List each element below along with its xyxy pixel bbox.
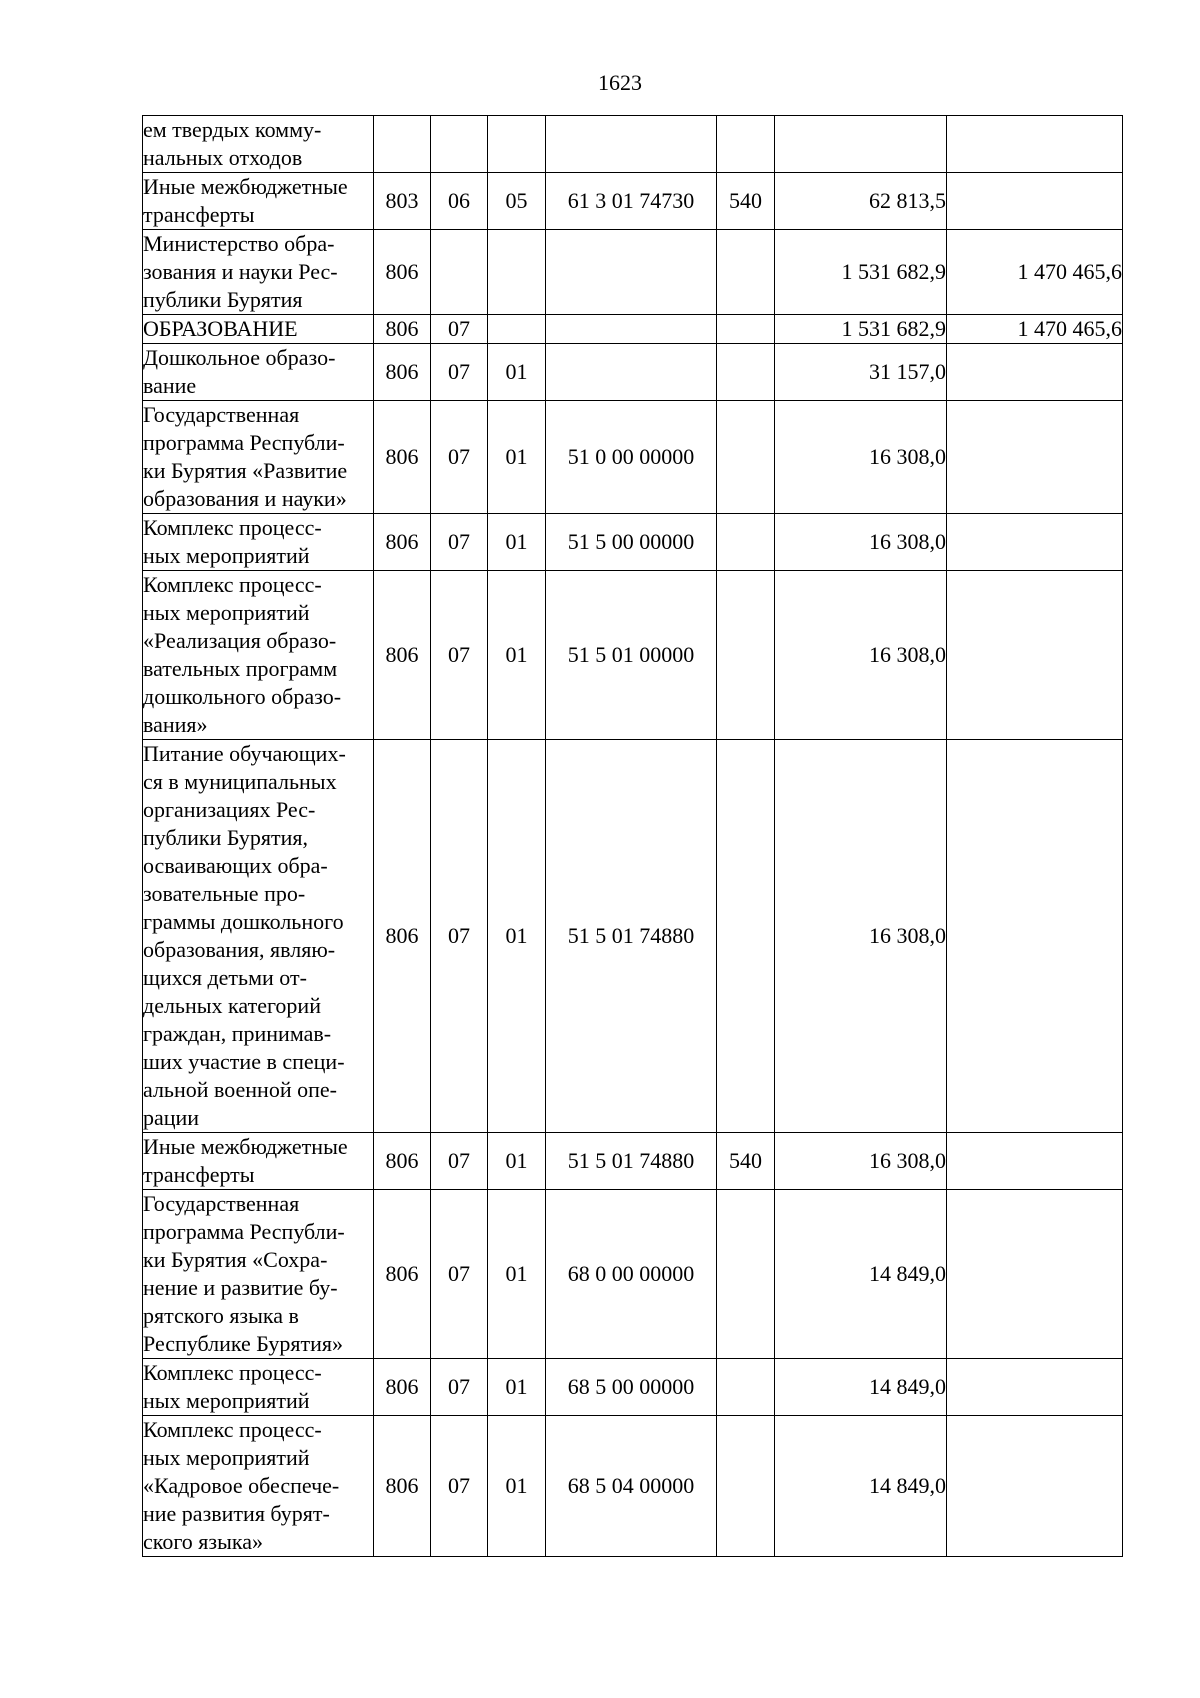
cell-sum-1: 16 308,0 [775, 1133, 947, 1190]
cell-razdel: 07 [431, 1359, 488, 1416]
cell-razdel: 07 [431, 344, 488, 401]
cell-name [143, 571, 374, 740]
cell-ved: 806 [374, 740, 431, 1133]
cell-name-line: Государственная [143, 1191, 300, 1216]
cell-name-line: организациях Рес- [143, 797, 316, 822]
cell-name-line: «Реализация образо- [143, 628, 337, 653]
cell-target-article: 51 5 01 74880 [546, 1133, 717, 1190]
cell-podrazdel: 01 [488, 1133, 546, 1190]
cell-sum-1: 14 849,0 [775, 1359, 947, 1416]
cell-ved: 806 [374, 571, 431, 740]
cell-name [143, 401, 374, 514]
cell-name-line: публики Бурятия [143, 287, 303, 312]
table-row [143, 1416, 1123, 1557]
cell-razdel: 07 [431, 740, 488, 1133]
cell-name-line: трансферты [143, 1162, 255, 1187]
table-row [143, 173, 1123, 230]
cell-name-line: ся в муниципальных [143, 769, 337, 794]
cell-sum-2 [947, 740, 1123, 1133]
cell-name-line: щихся детьми от- [143, 965, 307, 990]
cell-expense-type [717, 401, 775, 514]
cell-sum-2 [947, 571, 1123, 740]
cell-name-line: ных мероприятий [143, 600, 310, 625]
cell-sum-1: 62 813,5 [775, 173, 947, 230]
cell-podrazdel: 01 [488, 344, 546, 401]
cell-ved: 806 [374, 1359, 431, 1416]
cell-target-article [546, 315, 717, 344]
cell-sum-1: 1 531 682,9 [775, 230, 947, 315]
cell-target-article: 68 5 04 00000 [546, 1416, 717, 1557]
cell-razdel: 07 [431, 1190, 488, 1359]
cell-name-line: рации [143, 1105, 200, 1130]
cell-podrazdel [488, 230, 546, 315]
cell-sum-2 [947, 344, 1123, 401]
cell-name-line: Республике Бурятия» [143, 1331, 344, 1356]
cell-podrazdel: 01 [488, 1359, 546, 1416]
cell-target-article: 51 5 00 00000 [546, 514, 717, 571]
cell-name-line: трансферты [143, 202, 255, 227]
cell-name-line: Комплекс процесс- [143, 1417, 322, 1442]
table-row [143, 1190, 1123, 1359]
cell-expense-type [717, 116, 775, 173]
cell-podrazdel: 01 [488, 401, 546, 514]
cell-sum-1: 16 308,0 [775, 401, 947, 514]
cell-sum-1: 14 849,0 [775, 1416, 947, 1557]
cell-ved: 806 [374, 1190, 431, 1359]
cell-name [143, 116, 374, 173]
table-row [143, 740, 1123, 1133]
cell-name-line: ского языка» [143, 1529, 264, 1554]
table-row [143, 315, 1123, 344]
cell-target-article: 68 5 00 00000 [546, 1359, 717, 1416]
cell-name-line: зования и науки Рес- [143, 259, 338, 284]
cell-expense-type [717, 315, 775, 344]
cell-razdel [431, 230, 488, 315]
cell-name-line: Дошкольное образо- [143, 345, 336, 370]
cell-expense-type: 540 [717, 173, 775, 230]
cell-razdel: 07 [431, 315, 488, 344]
cell-target-article: 51 0 00 00000 [546, 401, 717, 514]
cell-sum-1: 1 531 682,9 [775, 315, 947, 344]
cell-target-article: 51 5 01 00000 [546, 571, 717, 740]
cell-expense-type: 540 [717, 1133, 775, 1190]
cell-ved: 806 [374, 1416, 431, 1557]
cell-expense-type [717, 230, 775, 315]
cell-name-line: Государственная [143, 402, 300, 427]
cell-name-line: публики Бурятия, [143, 825, 309, 850]
cell-sum-2: 1 470 465,6 [947, 315, 1123, 344]
cell-name [143, 344, 374, 401]
cell-name-line: программа Республи- [143, 430, 345, 455]
cell-name-line: ки Бурятия «Сохра- [143, 1247, 328, 1272]
cell-name-line: Комплекс процесс- [143, 1360, 322, 1385]
cell-expense-type [717, 1190, 775, 1359]
cell-name-line: вательных программ [143, 656, 338, 681]
cell-ved: 806 [374, 514, 431, 571]
cell-name-line: вание [143, 373, 197, 398]
cell-name [143, 1359, 374, 1416]
cell-podrazdel: 01 [488, 571, 546, 740]
cell-name-line: Питание обучающих- [143, 741, 346, 766]
cell-expense-type [717, 1416, 775, 1557]
cell-sum-1: 16 308,0 [775, 571, 947, 740]
cell-name-line: нальных отходов [143, 145, 303, 170]
cell-target-article [546, 344, 717, 401]
cell-name-line: Иные межбюджетные [143, 174, 348, 199]
cell-name-line: ем твердых комму- [143, 117, 322, 142]
cell-name-line: Комплекс процесс- [143, 515, 322, 540]
cell-expense-type [717, 514, 775, 571]
cell-ved: 806 [374, 315, 431, 344]
cell-razdel: 07 [431, 1133, 488, 1190]
cell-name-line: образования и науки» [143, 486, 347, 511]
cell-name-line: нение и развитие бу- [143, 1275, 338, 1300]
cell-razdel: 07 [431, 571, 488, 740]
cell-name [143, 740, 374, 1133]
cell-name-line: ки Бурятия «Развитие [143, 458, 348, 483]
cell-name [143, 315, 374, 344]
cell-expense-type [717, 740, 775, 1133]
cell-razdel: 07 [431, 401, 488, 514]
cell-target-article: 68 0 00 00000 [546, 1190, 717, 1359]
cell-name-line: ОБРАЗОВАНИЕ [143, 316, 298, 341]
cell-name-line: ных мероприятий [143, 1445, 310, 1470]
cell-name-line: «Кадровое обеспече- [143, 1473, 340, 1498]
cell-ved: 806 [374, 230, 431, 315]
cell-razdel: 07 [431, 1416, 488, 1557]
cell-name-line: Комплекс процесс- [143, 572, 322, 597]
cell-name-line: образования, являю- [143, 937, 336, 962]
budget-table [142, 115, 1123, 1557]
cell-podrazdel: 01 [488, 1190, 546, 1359]
cell-sum-2 [947, 173, 1123, 230]
cell-sum-2: 1 470 465,6 [947, 230, 1123, 315]
cell-name-line: ших участие в специ- [143, 1049, 345, 1074]
cell-name [143, 1133, 374, 1190]
cell-podrazdel: 05 [488, 173, 546, 230]
cell-name-line: граждан, принимав- [143, 1021, 332, 1046]
cell-ved: 806 [374, 1133, 431, 1190]
cell-name [143, 1416, 374, 1557]
cell-razdel: 06 [431, 173, 488, 230]
cell-ved [374, 116, 431, 173]
cell-name [143, 230, 374, 315]
table-row [143, 116, 1123, 173]
cell-expense-type [717, 1359, 775, 1416]
cell-podrazdel: 01 [488, 740, 546, 1133]
cell-ved: 806 [374, 344, 431, 401]
cell-podrazdel: 01 [488, 514, 546, 571]
cell-name-line: дельных категорий [143, 993, 321, 1018]
cell-podrazdel: 01 [488, 1416, 546, 1557]
cell-sum-1: 14 849,0 [775, 1190, 947, 1359]
cell-name [143, 173, 374, 230]
cell-sum-2 [947, 1359, 1123, 1416]
table-row [143, 514, 1123, 571]
cell-name-line: зовательные про- [143, 881, 306, 906]
cell-sum-1: 16 308,0 [775, 514, 947, 571]
cell-name-line: граммы дошкольного [143, 909, 344, 934]
cell-sum-2 [947, 116, 1123, 173]
cell-sum-1: 31 157,0 [775, 344, 947, 401]
cell-name-line: программа Республи- [143, 1219, 345, 1244]
table-row [143, 401, 1123, 514]
cell-name-line: вания» [143, 712, 208, 737]
cell-expense-type [717, 571, 775, 740]
cell-name-line: ние развития бурят- [143, 1501, 330, 1526]
cell-name-line: Иные межбюджетные [143, 1134, 348, 1159]
cell-name-line: ных мероприятий [143, 1388, 310, 1413]
cell-ved: 803 [374, 173, 431, 230]
cell-sum-2 [947, 1190, 1123, 1359]
cell-name-line: Министерство обра- [143, 231, 335, 256]
cell-name-line: дошкольного образо- [143, 684, 342, 709]
table-row [143, 344, 1123, 401]
cell-target-article: 51 5 01 74880 [546, 740, 717, 1133]
cell-target-article: 61 3 01 74730 [546, 173, 717, 230]
page-number: 1623 [598, 70, 642, 95]
cell-name-line: альной военной опе- [143, 1077, 337, 1102]
cell-ved: 806 [374, 401, 431, 514]
table-row [143, 1359, 1123, 1416]
cell-sum-1 [775, 116, 947, 173]
cell-name-line: рятского языка в [143, 1303, 299, 1328]
cell-name-line: ных мероприятий [143, 543, 310, 568]
cell-expense-type [717, 344, 775, 401]
cell-target-article [546, 116, 717, 173]
cell-target-article [546, 230, 717, 315]
cell-podrazdel [488, 315, 546, 344]
cell-sum-1: 16 308,0 [775, 740, 947, 1133]
cell-razdel: 07 [431, 514, 488, 571]
cell-sum-2 [947, 1133, 1123, 1190]
cell-name-line: осваивающих обра- [143, 853, 328, 878]
table-row [143, 230, 1123, 315]
cell-podrazdel [488, 116, 546, 173]
table-row [143, 1133, 1123, 1190]
cell-name [143, 514, 374, 571]
table-row [143, 571, 1123, 740]
cell-razdel [431, 116, 488, 173]
cell-sum-2 [947, 1416, 1123, 1557]
cell-sum-2 [947, 514, 1123, 571]
cell-name [143, 1190, 374, 1359]
cell-sum-2 [947, 401, 1123, 514]
